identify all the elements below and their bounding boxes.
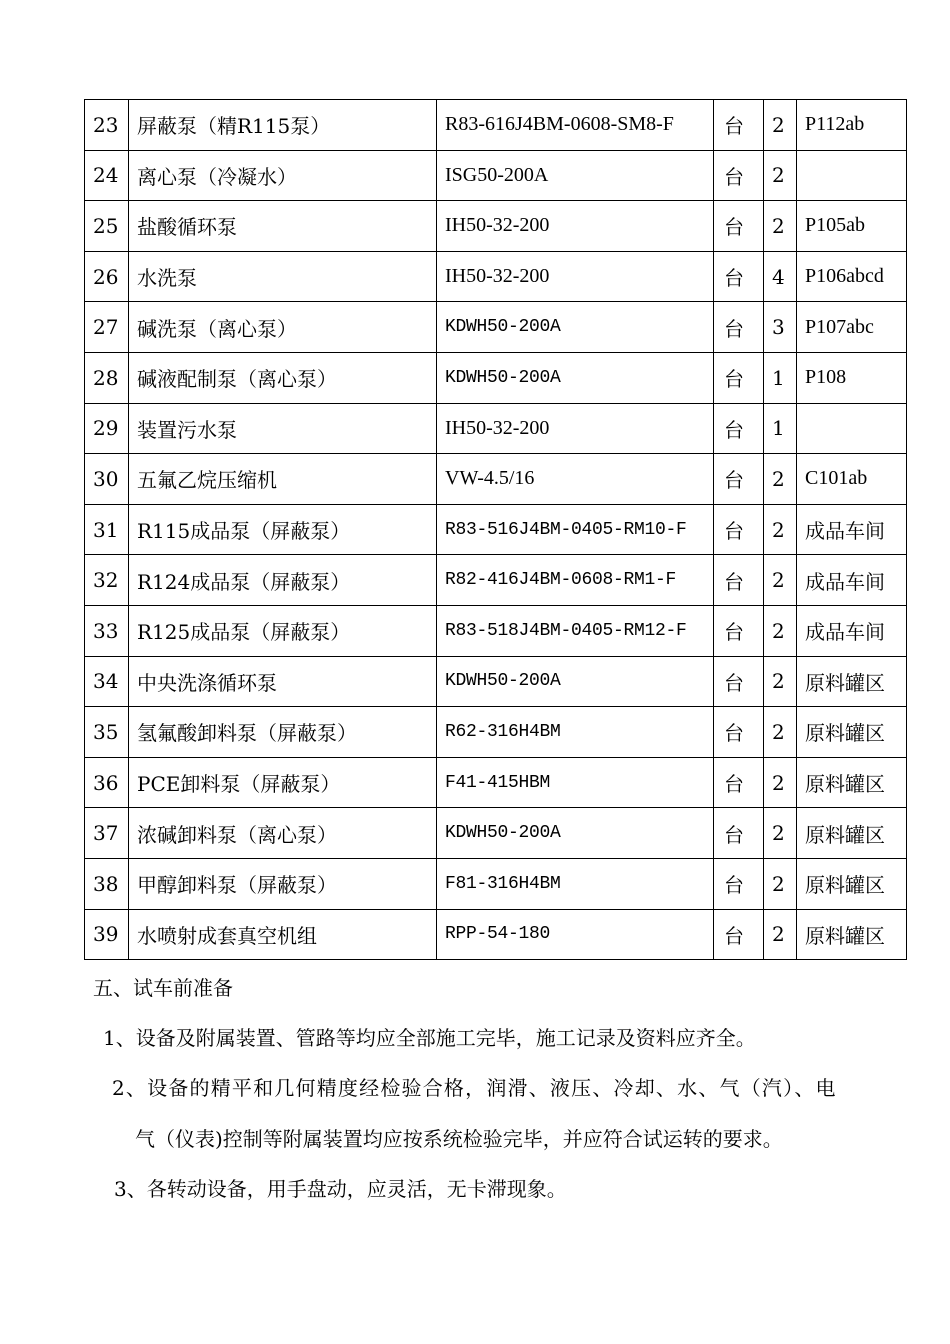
model-cell: VW-4.5/16 xyxy=(437,454,714,505)
model-cell: KDWH50-200A xyxy=(437,808,714,859)
row-number-cell: 29 xyxy=(85,403,129,454)
table-row xyxy=(85,302,907,353)
unit-cell: 台 xyxy=(714,504,764,555)
row-number-cell: 25 xyxy=(85,201,129,252)
note-cell xyxy=(797,403,907,454)
row-number-cell: 23 xyxy=(85,100,129,151)
equipment-name-cell: 屏蔽泵（精R115泵） xyxy=(129,100,437,151)
model-cell: F81-316H4BM xyxy=(437,858,714,909)
row-number-cell: 28 xyxy=(85,352,129,403)
unit-cell: 台 xyxy=(714,100,764,151)
paragraph-3: 3、各转动设备，用手盘动，应灵活，无卡滞现象。 xyxy=(114,1177,567,1201)
equipment-name-cell: 离心泵（冷凝水） xyxy=(129,150,437,201)
model-cell: IH50-32-200 xyxy=(437,251,714,302)
unit-cell: 台 xyxy=(714,707,764,758)
table-row xyxy=(85,150,907,201)
note-cell: P106abcd xyxy=(797,251,907,302)
row-number-cell: 34 xyxy=(85,656,129,707)
model-cell: KDWH50-200A xyxy=(437,656,714,707)
quantity-cell: 2 xyxy=(764,100,797,151)
row-number-cell: 24 xyxy=(85,150,129,201)
equipment-name-cell: 水洗泵 xyxy=(129,251,437,302)
equipment-name-cell: 浓碱卸料泵（离心泵） xyxy=(129,808,437,859)
note-cell: 原料罐区 xyxy=(797,757,907,808)
model-cell: R83-616J4BM-0608-SM8-F xyxy=(437,100,714,151)
unit-cell: 台 xyxy=(714,352,764,403)
note-cell: 原料罐区 xyxy=(797,656,907,707)
model-cell: ISG50-200A xyxy=(437,150,714,201)
model-cell: RPP-54-180 xyxy=(437,909,714,960)
equipment-name-cell: R125成品泵（屏蔽泵） xyxy=(129,605,437,656)
note-cell: 成品车间 xyxy=(797,605,907,656)
quantity-cell: 2 xyxy=(764,707,797,758)
note-cell xyxy=(797,150,907,201)
unit-cell: 台 xyxy=(714,454,764,505)
unit-cell: 台 xyxy=(714,251,764,302)
table-row xyxy=(85,707,907,758)
quantity-cell: 2 xyxy=(764,605,797,656)
quantity-cell: 2 xyxy=(764,150,797,201)
note-cell: 原料罐区 xyxy=(797,909,907,960)
note-cell: 成品车间 xyxy=(797,555,907,606)
note-cell: P108 xyxy=(797,352,907,403)
table-row xyxy=(85,100,907,151)
row-number-cell: 38 xyxy=(85,858,129,909)
row-number-cell: 26 xyxy=(85,251,129,302)
row-number-cell: 33 xyxy=(85,605,129,656)
equipment-name-cell: 中央洗涤循环泵 xyxy=(129,656,437,707)
row-number-cell: 35 xyxy=(85,707,129,758)
quantity-cell: 2 xyxy=(764,504,797,555)
paragraph-2-line-1: 2、设备的精平和几何精度经检验合格，润滑、液压、冷却、水、气（汽）、电 xyxy=(112,1076,837,1100)
unit-cell: 台 xyxy=(714,808,764,859)
model-cell: R83-518J4BM-0405-RM12-F xyxy=(437,605,714,656)
model-cell: IH50-32-200 xyxy=(437,201,714,252)
equipment-name-cell: 装置污水泵 xyxy=(129,403,437,454)
table-row xyxy=(85,605,907,656)
note-cell: P112ab xyxy=(797,100,907,151)
note-cell: C101ab xyxy=(797,454,907,505)
row-number-cell: 37 xyxy=(85,808,129,859)
equipment-name-cell: 五氟乙烷压缩机 xyxy=(129,454,437,505)
equipment-name-cell: 氢氟酸卸料泵（屏蔽泵） xyxy=(129,707,437,758)
table-row xyxy=(85,757,907,808)
table-row xyxy=(85,454,907,505)
equipment-name-cell: 碱液配制泵（离心泵） xyxy=(129,352,437,403)
equipment-name-cell: PCE卸料泵（屏蔽泵） xyxy=(129,757,437,808)
equipment-name-cell: 甲醇卸料泵（屏蔽泵） xyxy=(129,858,437,909)
quantity-cell: 2 xyxy=(764,858,797,909)
quantity-cell: 2 xyxy=(764,555,797,606)
row-number-cell: 39 xyxy=(85,909,129,960)
model-cell: R82-416J4BM-0608-RM1-F xyxy=(437,555,714,606)
equipment-name-cell: 碱洗泵（离心泵） xyxy=(129,302,437,353)
table-row xyxy=(85,656,907,707)
unit-cell: 台 xyxy=(714,302,764,353)
table-row xyxy=(85,909,907,960)
equipment-table-body xyxy=(85,100,907,960)
quantity-cell: 1 xyxy=(764,352,797,403)
note-cell: 原料罐区 xyxy=(797,707,907,758)
section-title: 五、试车前准备 xyxy=(93,976,233,1000)
unit-cell: 台 xyxy=(714,605,764,656)
unit-cell: 台 xyxy=(714,201,764,252)
note-cell: 原料罐区 xyxy=(797,858,907,909)
note-cell: 成品车间 xyxy=(797,504,907,555)
row-number-cell: 32 xyxy=(85,555,129,606)
model-cell: R83-516J4BM-0405-RM10-F xyxy=(437,504,714,555)
model-cell: R62-316H4BM xyxy=(437,707,714,758)
model-cell: IH50-32-200 xyxy=(437,403,714,454)
equipment-table xyxy=(84,99,907,960)
quantity-cell: 2 xyxy=(764,757,797,808)
quantity-cell: 2 xyxy=(764,656,797,707)
equipment-name-cell: 盐酸循环泵 xyxy=(129,201,437,252)
unit-cell: 台 xyxy=(714,909,764,960)
model-cell: F41-415HBM xyxy=(437,757,714,808)
table-row xyxy=(85,251,907,302)
note-cell: 原料罐区 xyxy=(797,808,907,859)
table-row xyxy=(85,808,907,859)
row-number-cell: 27 xyxy=(85,302,129,353)
table-row xyxy=(85,403,907,454)
table-row xyxy=(85,352,907,403)
table-row xyxy=(85,555,907,606)
note-cell: P107abc xyxy=(797,302,907,353)
quantity-cell: 2 xyxy=(764,201,797,252)
unit-cell: 台 xyxy=(714,656,764,707)
quantity-cell: 2 xyxy=(764,909,797,960)
model-cell: KDWH50-200A xyxy=(437,352,714,403)
table-row xyxy=(85,858,907,909)
unit-cell: 台 xyxy=(714,858,764,909)
table-row xyxy=(85,201,907,252)
quantity-cell: 4 xyxy=(764,251,797,302)
row-number-cell: 30 xyxy=(85,454,129,505)
unit-cell: 台 xyxy=(714,403,764,454)
table-row xyxy=(85,504,907,555)
unit-cell: 台 xyxy=(714,757,764,808)
paragraph-1: 1、设备及附属装置、管路等均应全部施工完毕，施工记录及资料应齐全。 xyxy=(103,1026,756,1050)
equipment-name-cell: 水喷射成套真空机组 xyxy=(129,909,437,960)
equipment-name-cell: R115成品泵（屏蔽泵） xyxy=(129,504,437,555)
paragraph-2-line-2: 气（仪表)控制等附属装置均应按系统检验完毕，并应符合试运转的要求。 xyxy=(135,1127,783,1151)
row-number-cell: 31 xyxy=(85,504,129,555)
unit-cell: 台 xyxy=(714,150,764,201)
quantity-cell: 2 xyxy=(764,808,797,859)
note-cell: P105ab xyxy=(797,201,907,252)
quantity-cell: 1 xyxy=(764,403,797,454)
model-cell: KDWH50-200A xyxy=(437,302,714,353)
row-number-cell: 36 xyxy=(85,757,129,808)
quantity-cell: 3 xyxy=(764,302,797,353)
equipment-name-cell: R124成品泵（屏蔽泵） xyxy=(129,555,437,606)
unit-cell: 台 xyxy=(714,555,764,606)
quantity-cell: 2 xyxy=(764,454,797,505)
